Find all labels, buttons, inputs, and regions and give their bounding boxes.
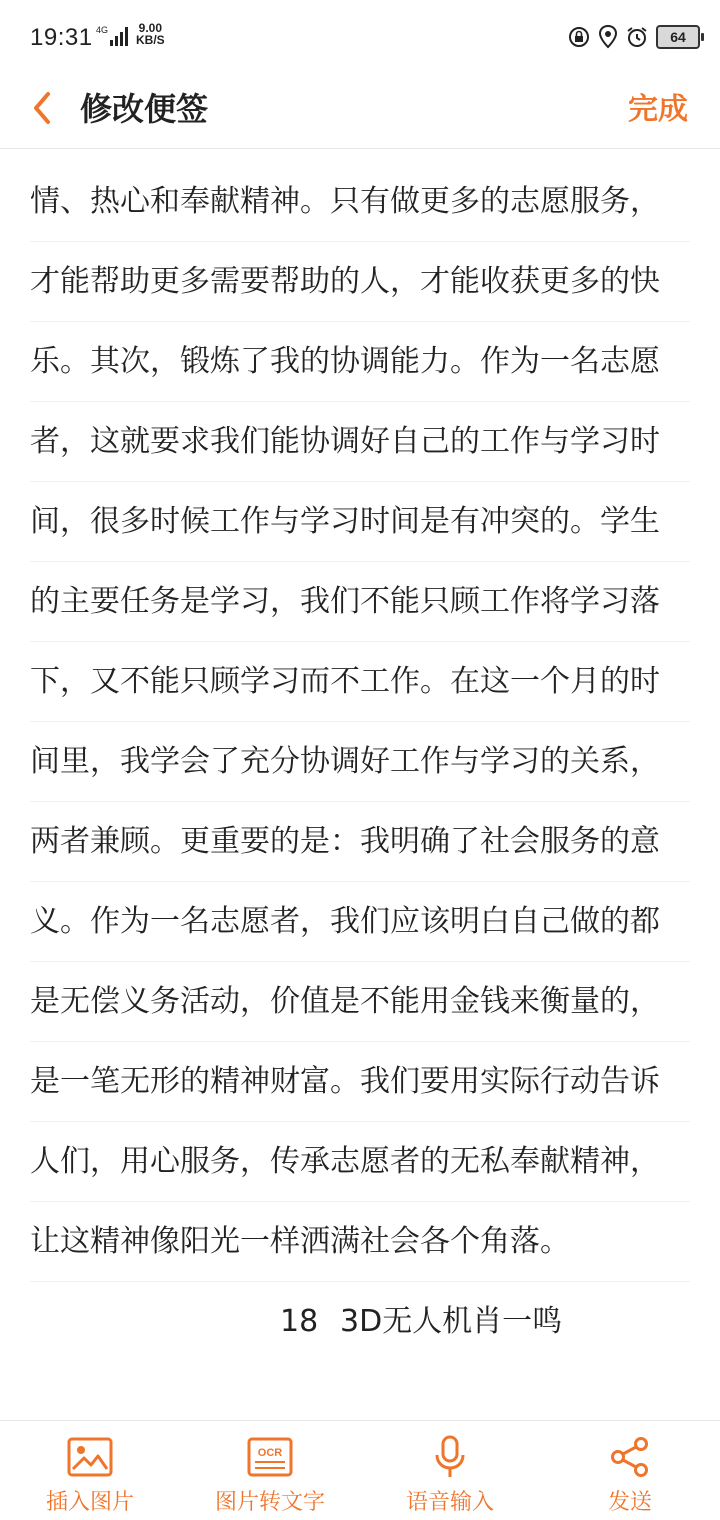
- microphone-icon: [433, 1435, 467, 1479]
- ocr-label: 图片转文字: [214, 1490, 325, 1515]
- ocr-button[interactable]: [180, 1421, 360, 1520]
- note-line: 是无偿义务活动，价值是不能用金钱来衡量的，: [30, 962, 690, 1042]
- image-icon: [67, 1435, 113, 1479]
- signal-icon: [96, 24, 132, 48]
- note-line: 才能帮助更多需要帮助的人，才能收获更多的快: [30, 242, 690, 322]
- note-line: 义。作为一名志愿者，我们应该明白自己做的都: [30, 882, 690, 962]
- back-button[interactable]: [28, 88, 56, 128]
- app-header: [0, 70, 720, 149]
- insert-image-label: 插入图片: [45, 1490, 134, 1515]
- battery-icon: 64: [656, 25, 700, 49]
- share-icon: [609, 1435, 651, 1479]
- chevron-left-icon: [28, 88, 56, 128]
- note-line: 两者兼顾。更重要的是：我明确了社会服务的意: [30, 802, 690, 882]
- bottom-toolbar: [0, 1420, 720, 1520]
- send-button[interactable]: [540, 1421, 720, 1520]
- note-line: 让这精神像阳光一样洒满社会各个角落。: [30, 1202, 690, 1282]
- voice-input-button[interactable]: [360, 1421, 540, 1520]
- signature-name: 3D无人机肖一鸣: [340, 1304, 563, 1339]
- alarm-icon: [626, 26, 648, 48]
- note-signature: [0, 1282, 720, 1362]
- note-line: 是一笔无形的精神财富。我们要用实际行动告诉: [30, 1042, 690, 1122]
- note-line: 间，很多时候工作与学习时间是有冲突的。学生: [30, 482, 690, 562]
- note-line: 人们，用心服务，传承志愿者的无私奉献精神，: [30, 1122, 690, 1202]
- lock-rotation-icon: [568, 26, 590, 48]
- insert-image-button[interactable]: [0, 1421, 180, 1520]
- note-editor[interactable]: [30, 162, 690, 1282]
- status-right-icons: [560, 24, 700, 50]
- note-line: 情、热心和奉献精神。只有做更多的志愿服务，: [30, 162, 690, 242]
- send-label: 发送: [607, 1490, 652, 1515]
- network-speed-unit: KB/S: [136, 33, 165, 47]
- done-button[interactable]: 完成: [628, 92, 688, 127]
- note-line: 下，又不能只顾学习而不工作。在这一个月的时: [30, 642, 690, 722]
- ocr-icon-text: OCR: [257, 1447, 283, 1459]
- network-speed: [136, 22, 165, 46]
- voice-input-label: 语音输入: [405, 1490, 494, 1515]
- page-title: 修改便签: [80, 90, 209, 128]
- note-line: 乐。其次，锻炼了我的协调能力。作为一名志愿: [30, 322, 690, 402]
- status-bar: [0, 0, 720, 70]
- note-line: 者，这就要求我们能协调好自己的工作与学习时: [30, 402, 690, 482]
- network-speed-value: 9.00: [138, 21, 163, 35]
- status-time: 19:31: [30, 24, 93, 51]
- note-line: 的主要任务是学习，我们不能只顾工作将学习落: [30, 562, 690, 642]
- note-line: 间里，我学会了充分协调好工作与学习的关系，: [30, 722, 690, 802]
- ocr-icon: [247, 1435, 293, 1479]
- location-icon: [598, 25, 618, 49]
- signature-number: 18: [280, 1304, 319, 1339]
- svg-text:4G: 4G: [96, 25, 109, 35]
